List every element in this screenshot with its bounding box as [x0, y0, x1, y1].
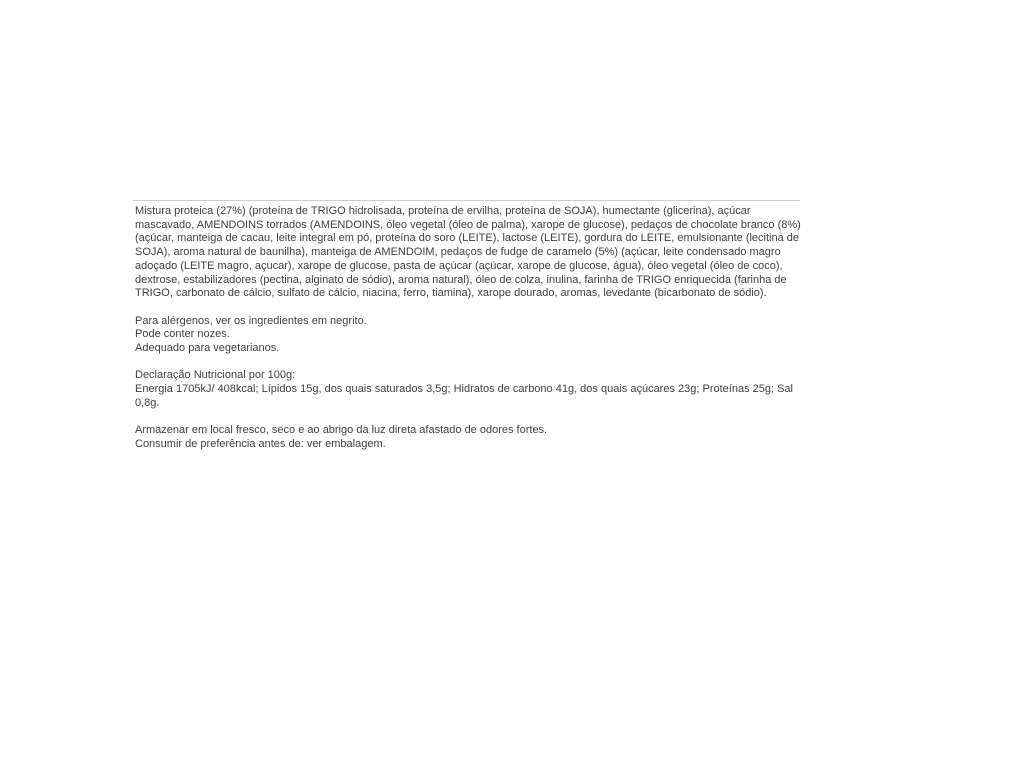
allergen-advice-paragraph: [135, 315, 815, 356]
text-line: (açúcar, manteiga de cacau, leite integral em pó, proteína do soro (LEITE), lactose (LEITE), gordura do LEITE, emulsionante (lecitina de: [135, 232, 800, 245]
ingredients-paragraph: [135, 205, 815, 301]
text-line: Consumir de preferência antes de: ver embalagem.: [135, 437, 386, 450]
text-line: Pode conter nozes.: [135, 328, 230, 341]
text-line: Mistura proteica (27%) (proteína de TRIGO hidrolisada, proteína de ervilha, proteína de SOJA), humectante (glicerina), açúcar: [135, 205, 751, 217]
text-line: SOJA), aroma natural de baunilha), manteiga de AMENDOIM, pedaços de fudge de caramelo (5%) (açúcar, leite condensado magro: [135, 246, 781, 259]
text-line: TRIGO, carbonato de cálcio, sulfato de cálcio, niacina, ferro, tiamina), xarope dourado, aromas, levedante (bicarbonato de sódio).: [135, 287, 767, 300]
text-line: mascavado, AMENDOINS torrados (AMENDOINS, óleo vegetal (óleo de palma), xarope de glucose), pedaços de chocolate branco (8%): [135, 218, 801, 231]
text-line: Energia 1705kJ/ 408kcal; Lípidos 15g, dos quais saturados 3,5g; Hidratos de carbono 41g, dos quais açúcares 23g; Proteínas 25g; Sal: [135, 383, 793, 396]
text-line: Para alérgenos, ver os ingredientes em negrito.: [135, 314, 367, 327]
storage-instructions-paragraph: [135, 424, 815, 451]
text-line: Declaração Nutricional por 100g:: [135, 369, 296, 382]
nutrition-declaration-paragraph: [135, 369, 815, 410]
text-line: adoçado (LEITE magro, açucar), xarope de glucose, pasta de açúcar (açúcar, xarope de glucose, água), óleo vegetal (óleo de coco),: [135, 259, 783, 272]
text-line: Adequado para vegetarianos.: [135, 342, 280, 355]
text-line: dextrose, estabilizadores (pectina, alginato de sódio), aroma natural), óleo de colza, inulina, farinha de TRIGO enriquecida (farinha de: [135, 273, 787, 286]
text-line: 0,8g.: [135, 396, 160, 409]
text-line: Armazenar em local fresco, seco e ao abrigo da luz direta afastado de odores fortes.: [135, 424, 548, 437]
product-description-text: [135, 205, 815, 452]
section-divider: [133, 200, 800, 201]
